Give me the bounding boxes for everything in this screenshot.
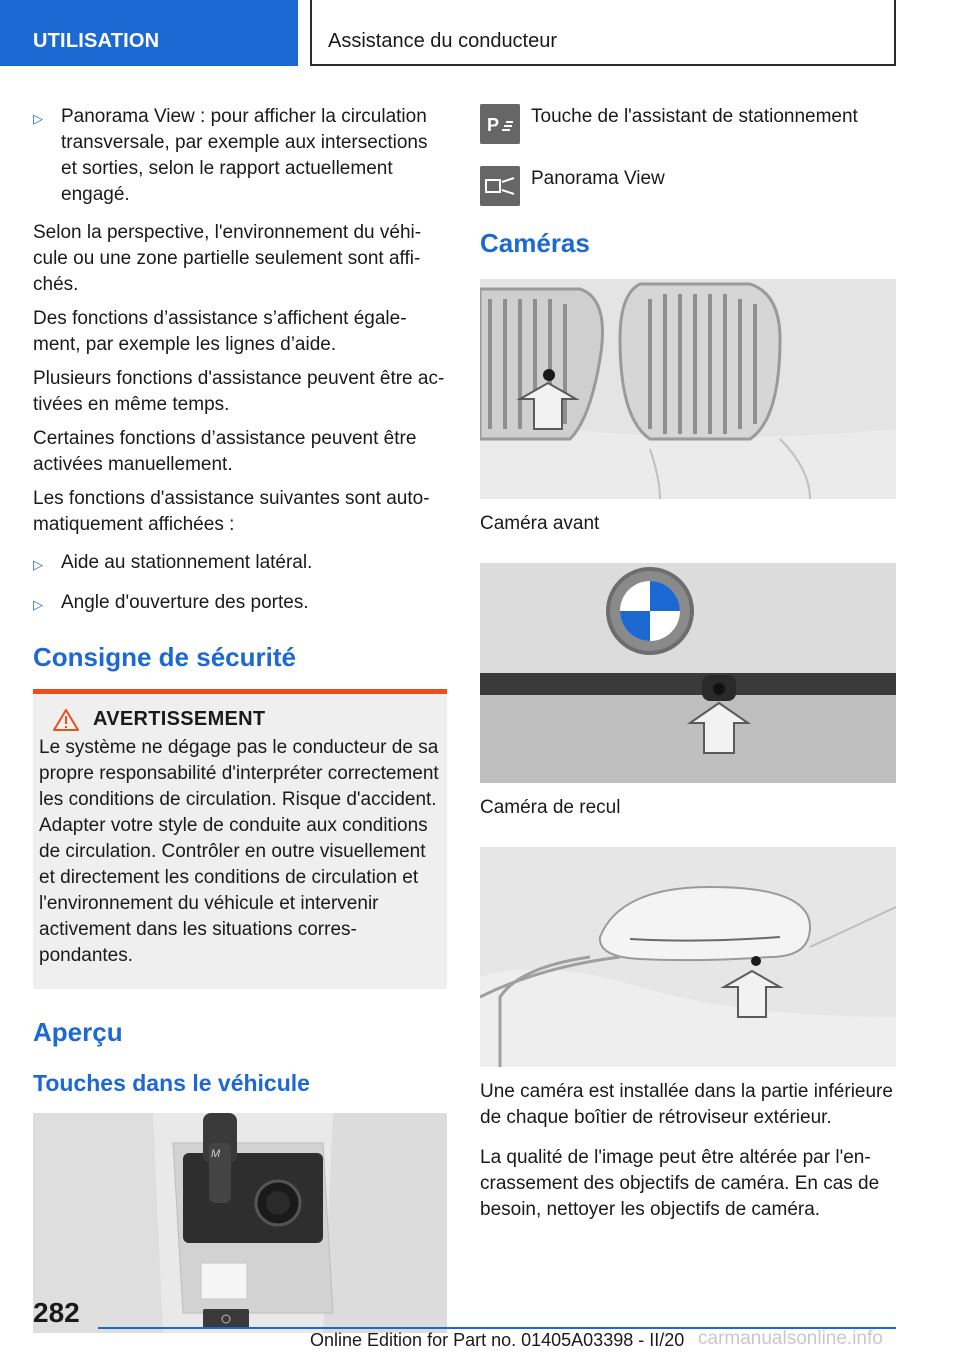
key-panorama-label: Panorama View <box>531 168 665 189</box>
warning-box <box>33 694 447 989</box>
triangle-bullet-icon: ▷ <box>33 111 43 126</box>
key-parking-label: Touche de l'assistant de stationnement <box>531 106 858 127</box>
rear-camera-image <box>480 563 896 783</box>
center-console-image <box>33 1113 447 1333</box>
heading-cameras: Caméras <box>480 228 590 258</box>
caption-front-camera: Caméra avant <box>480 513 600 534</box>
left-column <box>33 104 447 1338</box>
paragraph-multiple-functions: Plusieurs fonctions d'assistance peuvent être activées en même temps. <box>33 368 445 415</box>
bullet-lateral-parking <box>33 550 447 578</box>
key-parking-assistant <box>480 104 896 144</box>
warning-triangle-icon <box>53 709 79 731</box>
page-header <box>0 0 960 66</box>
parking-assistant-key-icon <box>480 104 520 144</box>
svg-text:P: P <box>487 115 500 135</box>
bullet-text: Angle d'ouverture des portes. <box>61 592 309 613</box>
text-mirror-camera: Une caméra est installée dans la partie inférieure de chaque boîtier de rétroviseur extérieur. <box>480 1081 893 1128</box>
bullet-text: Panorama View : pour afficher la circulation transversale, par exemple aux intersections et sorties, selon le rapport actuellement engagé. <box>61 106 428 205</box>
warning-text: Le système ne dégage pas le conducteur de sa propre responsabilité d'interpréter correctement les conditions de circulation. Risque d'accident. Adapter votre style de conduite aux conditions de circulation. Contrôler en outre visuellement et directement les conditions de circulation et l'environnement du véhicule et intervenir activement dans les situations correspondantes. <box>39 737 439 966</box>
front-camera-image <box>480 279 896 499</box>
text-camera-quality: La qualité de l'image peut être altérée par l'encrassement des objectifs de caméra. En cas de besoin, nettoyer les objectifs de caméra. <box>480 1147 880 1220</box>
caption-rear-camera: Caméra de recul <box>480 797 621 818</box>
paragraph-assist-lines: Des fonctions d’assistance s’affichent également, par exemple les lignes d’aide. <box>33 308 407 355</box>
paragraph-auto-display: Les fonctions d'assistance suivantes sont automatiquement affichées : <box>33 488 430 535</box>
bullet-text: Aide au stationnement latéral. <box>61 552 313 573</box>
right-column <box>480 104 896 1237</box>
m-badge: M <box>211 1148 221 1160</box>
bullet-panorama <box>33 104 447 208</box>
panorama-view-key-icon <box>480 166 520 206</box>
key-panorama-view <box>480 166 896 206</box>
chapter-tab: Assistance du conducteur <box>310 0 896 66</box>
watermark: carmanualsonline.info <box>698 1328 883 1349</box>
heading-safety: Consigne de sécurité <box>33 642 447 694</box>
page-number: 282 <box>33 1297 80 1328</box>
heading-vehicle-buttons: Touches dans le véhicule <box>33 1070 310 1096</box>
paragraph-perspective: Selon la perspective, l'environnement du véhicule ou une zone partielle seulement sont affichés. <box>33 222 422 295</box>
heading-overview: Aperçu <box>33 1017 123 1047</box>
section-tab: UTILISATION <box>0 0 298 66</box>
triangle-bullet-icon: ▷ <box>33 597 43 612</box>
paragraph-manual-activation: Certaines fonctions d’assistance peuvent être activées manuellement. <box>33 428 417 475</box>
edition-footer: Online Edition for Part no. 01405A03398 - II/20 <box>310 1330 685 1350</box>
triangle-bullet-icon: ▷ <box>33 557 43 572</box>
mirror-camera-image <box>480 847 896 1067</box>
warning-title: AVERTISSEMENT <box>93 708 266 730</box>
warning-header <box>53 708 441 731</box>
bullet-door-angle <box>33 590 447 618</box>
